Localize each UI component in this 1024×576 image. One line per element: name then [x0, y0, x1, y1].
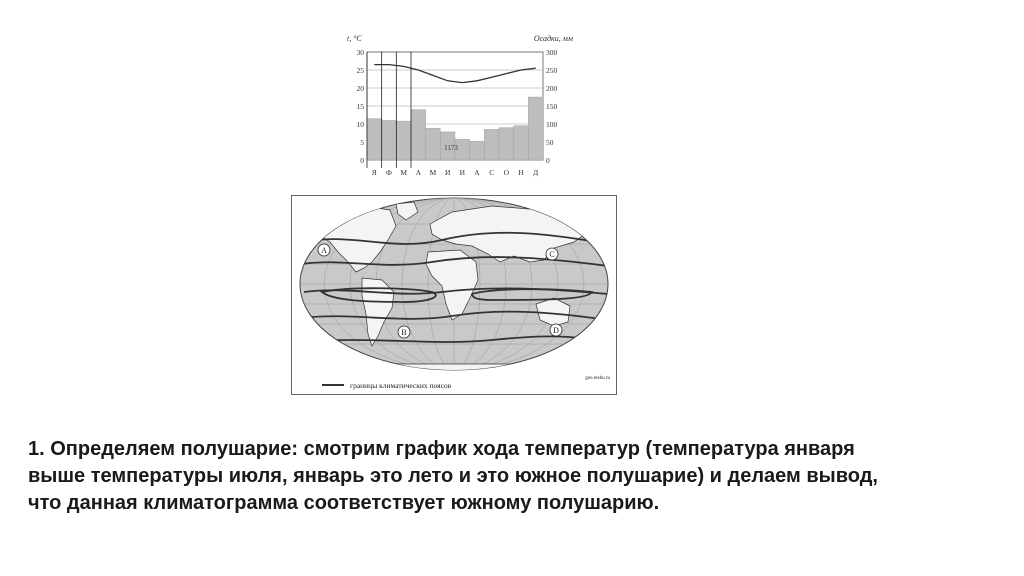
month-label: Я	[371, 168, 377, 177]
world-climate-map	[291, 195, 617, 395]
point-d-label: D	[553, 326, 559, 335]
precipitation-bar	[426, 128, 441, 160]
left-tick: 20	[356, 84, 364, 93]
month-label: Ф	[386, 168, 392, 177]
precipitation-bar	[470, 141, 485, 160]
slide-body-text	[28, 436, 988, 517]
climatogram-chart	[345, 28, 575, 183]
precipitation-bar	[528, 97, 543, 160]
precipitation-bar	[514, 126, 529, 160]
left-tick: 30	[356, 48, 364, 57]
month-label: М	[429, 168, 437, 177]
world-map-svg	[292, 196, 616, 394]
point-a-label: A	[321, 246, 327, 255]
left-tick: 5	[360, 138, 364, 147]
right-axis-title: Осадки, мм	[533, 34, 573, 43]
precipitation-bar	[367, 119, 382, 160]
climatogram-svg	[345, 28, 575, 183]
precipitation-bar	[396, 121, 411, 160]
point-b-label: B	[401, 328, 407, 337]
month-label: И	[459, 168, 466, 177]
annual-precipitation-label: 1173	[444, 144, 458, 152]
precipitation-bar	[382, 120, 397, 160]
month-label: А	[415, 168, 422, 177]
month-label: О	[503, 168, 510, 177]
right-tick: 250	[546, 66, 558, 75]
right-tick: 200	[546, 84, 558, 93]
map-watermark: geo.reshu.ru	[585, 376, 610, 381]
left-axis-ticks	[357, 48, 365, 165]
left-tick: 10	[356, 120, 364, 129]
precipitation-bar	[484, 129, 499, 160]
month-label: М	[400, 168, 408, 177]
left-axis-title: t, °C	[347, 34, 362, 43]
month-label: И	[444, 168, 451, 177]
month-label: А	[474, 168, 480, 177]
slide-text-line-1: 1. Определяем полушарие: смотрим график хода температур (температура января	[28, 438, 855, 460]
right-tick: 50	[546, 138, 554, 147]
slide-text-line-3: что данная климатограмма соответствует южному полушарию.	[28, 492, 660, 514]
right-tick: 0	[546, 156, 550, 165]
antarctica-land	[300, 364, 608, 372]
month-labels	[372, 168, 538, 177]
left-tick: 15	[356, 102, 364, 111]
slide-text-line-2: выше температуры июля, январь это лето и это южное полушарие) и делаем вывод,	[28, 465, 878, 487]
right-tick: 150	[546, 102, 558, 111]
right-tick: 300	[546, 48, 558, 57]
precipitation-bar	[499, 128, 514, 160]
right-axis-ticks	[546, 48, 558, 165]
month-label: Д	[533, 168, 539, 177]
map-legend-label: границы климатических поясов	[350, 381, 452, 390]
month-label: Н	[518, 168, 524, 177]
point-c-label: C	[549, 250, 555, 259]
left-tick: 0	[360, 156, 364, 165]
month-label: С	[489, 168, 495, 177]
left-tick: 25	[356, 66, 364, 75]
right-tick: 100	[546, 120, 558, 129]
precipitation-bar	[411, 110, 426, 160]
